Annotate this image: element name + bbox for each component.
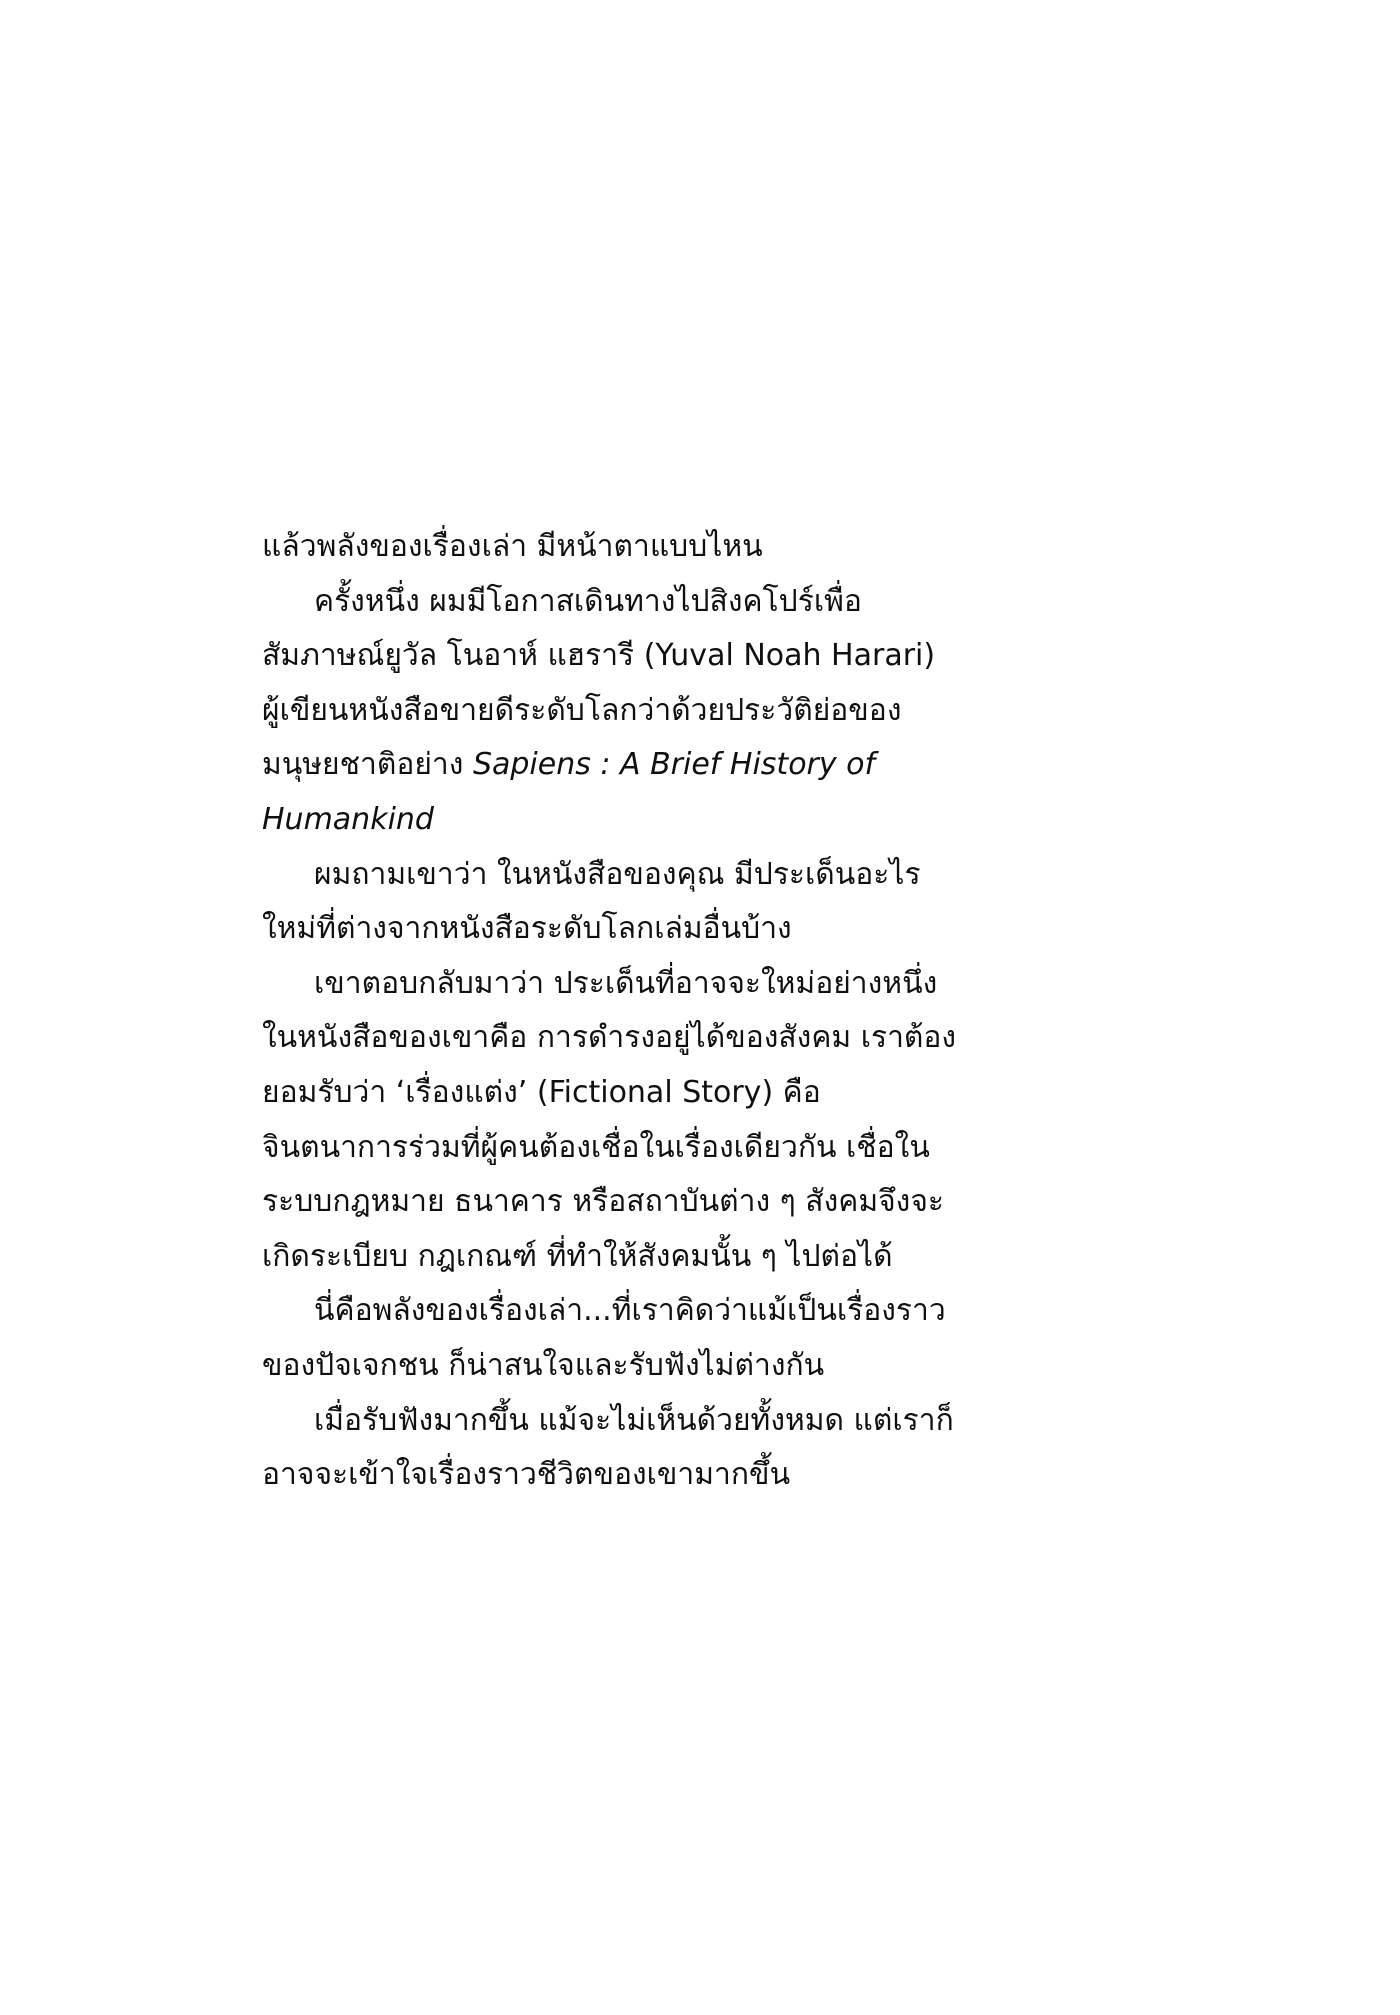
- paragraph: [262, 957, 962, 1285]
- paragraph: [262, 1394, 962, 1503]
- body-text-container: [262, 520, 962, 1503]
- paragraph: [262, 520, 962, 575]
- paragraph: [262, 575, 962, 848]
- paragraph-text: ครั้งหนึ่ง ผมมีโอกาสเดินทางไปสิงคโปร์เพื่อสัมภาษณ์ยูวัล โนอาห์ แฮรารี (Yuval Noah Harari) ผู้เขียนหนังสือขายดีระดับโลกว่าด้วยประวัติย่อของมนุษยชาติอย่าง: [262, 583, 936, 783]
- paragraph-text: เขาตอบกลับมาว่า ประเด็นที่อาจจะใหม่อย่างหนึ่งในหนังสือของเขาคือ การดำรงอยู่ได้ของสังคม เราต้องยอมรับว่า ‘เรื่องแต่ง’ (Fictional Story) คือจินตนาการร่วมที่ผู้คนต้องเชื่อในเรื่องเดียวกัน เชื่อในระบบกฎหมาย ธนาคาร หรือสถาบันต่าง ๆ สังคมจึงจะเกิดระเบียบ กฎเกณฑ์ ที่ทำให้สังคมนั้น ๆ ไปต่อได้: [262, 965, 957, 1274]
- paragraph: [262, 848, 962, 957]
- paragraph-text: เมื่อรับฟังมากขึ้น แม้จะไม่เห็นด้วยทั้งหมด แต่เราก็อาจจะเข้าใจเรื่องราวชีวิตของเขามากขึ้น: [262, 1402, 954, 1493]
- paragraph-text: แล้วพลังของเรื่องเล่า มีหน้าตาแบบไหน: [262, 529, 763, 564]
- paragraph-text: ผมถามเขาว่า ในหนังสือของคุณ มีประเด็นอะไรใหม่ที่ต่างจากหนังสือระดับโลกเล่มอื่นบ้าง: [262, 856, 921, 947]
- paragraph-text: นี่คือพลังของเรื่องเล่า...ที่เราคิดว่าแม้เป็นเรื่องราวของปัจเจกชน ก็น่าสนใจและรับฟังไม่ต่างกัน: [262, 1293, 946, 1383]
- paragraph: [262, 1284, 962, 1393]
- book-title-italic: Sapiens : A Brief History of Humankind: [262, 747, 876, 837]
